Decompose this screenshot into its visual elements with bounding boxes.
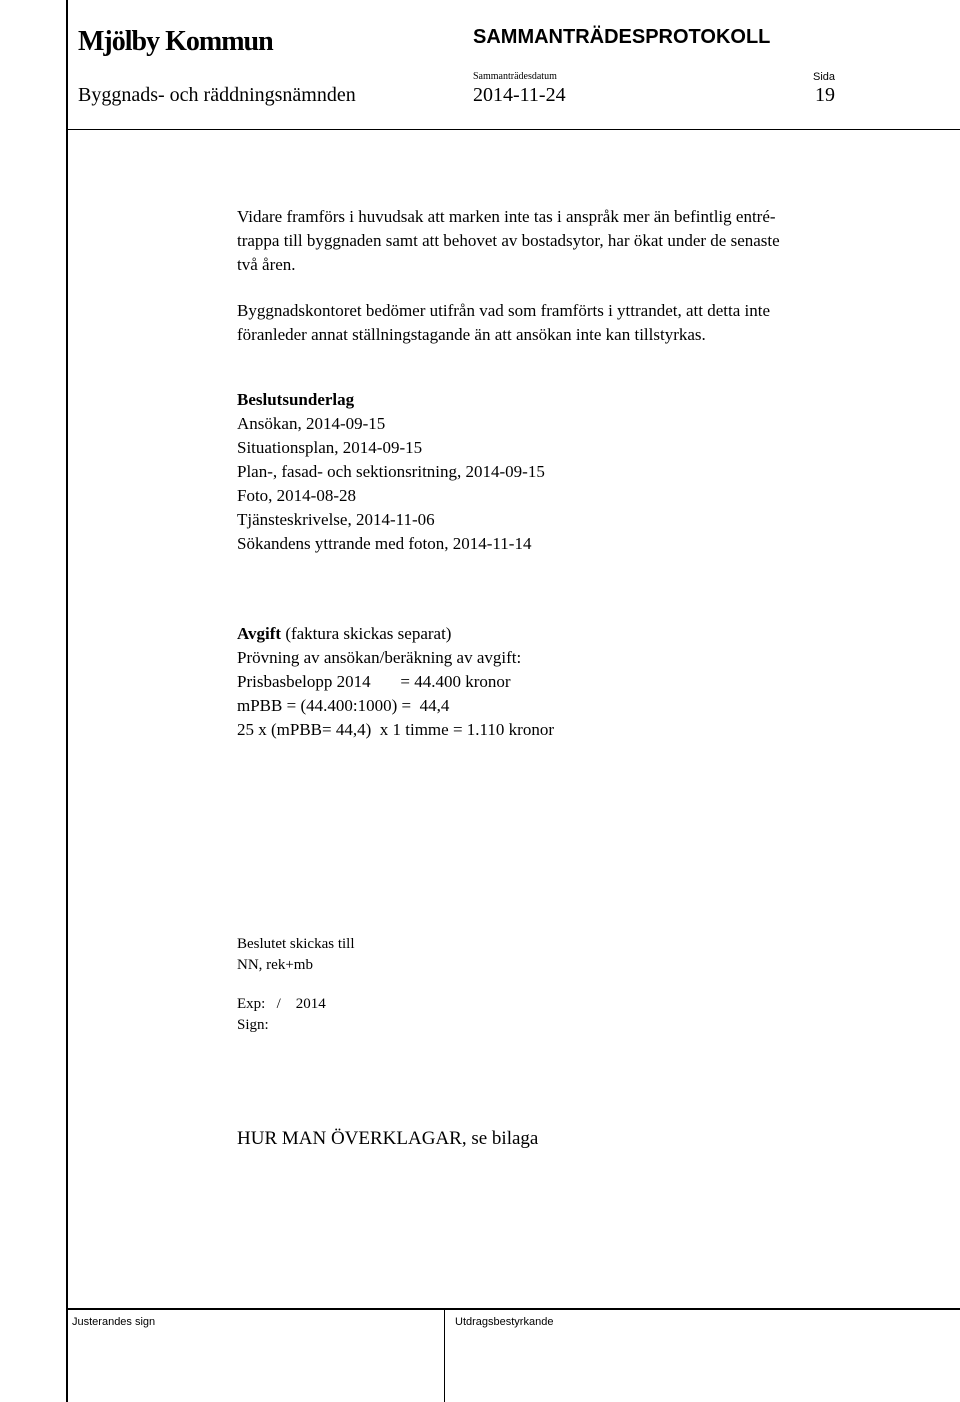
paragraph-2: [237, 299, 897, 347]
section-heading: Avgift: [237, 624, 282, 643]
fee-line: Prisbasbelopp 2014 = 44.400 kronor: [237, 672, 511, 691]
footer-utdragsbestyrkande: Utdragsbestyrkande: [455, 1316, 554, 1328]
fee-line: 25 x (mPBB= 44,4) x 1 timme = 1.110 kronor: [237, 720, 554, 739]
list-item: Foto, 2014-08-28: [237, 486, 356, 505]
fee-section: [237, 622, 897, 742]
header-divider: [66, 129, 960, 130]
paragraph-line: trappa till byggnaden samt att behovet av bostadsytor, har ökat under de senaste: [237, 231, 780, 250]
page-number: 19: [815, 84, 835, 106]
appeal-notice: HUR MAN ÖVERKLAGAR, se bilaga: [237, 1128, 539, 1149]
list-item: Situationsplan, 2014-09-15: [237, 438, 423, 457]
distribution-section: [237, 934, 355, 976]
sign-line: Sign:: [237, 1017, 269, 1033]
distribution-recipients: NN, rek+mb: [237, 957, 313, 973]
committee-name: Byggnads- och räddningsnämnden: [78, 84, 356, 106]
footer-justerandes-sign: Justerandes sign: [72, 1316, 156, 1328]
fee-line: mPBB = (44.400:1000) = 44,4: [237, 696, 450, 715]
paragraph-1: [237, 205, 897, 277]
expedition-line: Exp: / 2014: [237, 996, 326, 1012]
paragraph-line: Vidare framförs i huvudsak att marken inte tas i anspråk mer än befintlig entré-: [237, 207, 776, 226]
paragraph-line: Byggnadskontoret bedömer utifrån vad som framförts i yttrandet, att detta inte: [237, 301, 770, 320]
organization-name: Mjölby Kommun: [78, 26, 273, 57]
decision-basis-section: [237, 388, 897, 556]
footer-divider: [66, 1308, 960, 1310]
document-type: SAMMANTRÄDESPROTOKOLL: [473, 26, 771, 48]
page-label: Sida: [813, 71, 836, 83]
list-item: Sökandens yttrande med foton, 2014-11-14: [237, 534, 532, 553]
date-label: Sammanträdesdatum: [473, 71, 557, 82]
meeting-date: 2014-11-24: [473, 84, 566, 106]
fee-line: Prövning av ansökan/beräkning av avgift:: [237, 648, 522, 667]
fee-note: (faktura skickas separat): [281, 624, 452, 643]
paragraph-line: två åren.: [237, 255, 296, 274]
fee-heading-line: [237, 622, 897, 646]
left-margin-rule: [66, 0, 68, 1402]
section-heading: Beslutsunderlag: [237, 390, 355, 409]
list-item: Tjänsteskrivelse, 2014-11-06: [237, 510, 435, 529]
expedition-section: [237, 994, 326, 1036]
paragraph-line: föranleder annat ställningstagande än att ansökan inte kan tillstyrkas.: [237, 325, 706, 344]
list-item: Ansökan, 2014-09-15: [237, 414, 386, 433]
list-item: Plan-, fasad- och sektionsritning, 2014-09-15: [237, 462, 545, 481]
footer-column-divider: [444, 1308, 445, 1402]
distribution-title: Beslutet skickas till: [237, 936, 355, 952]
